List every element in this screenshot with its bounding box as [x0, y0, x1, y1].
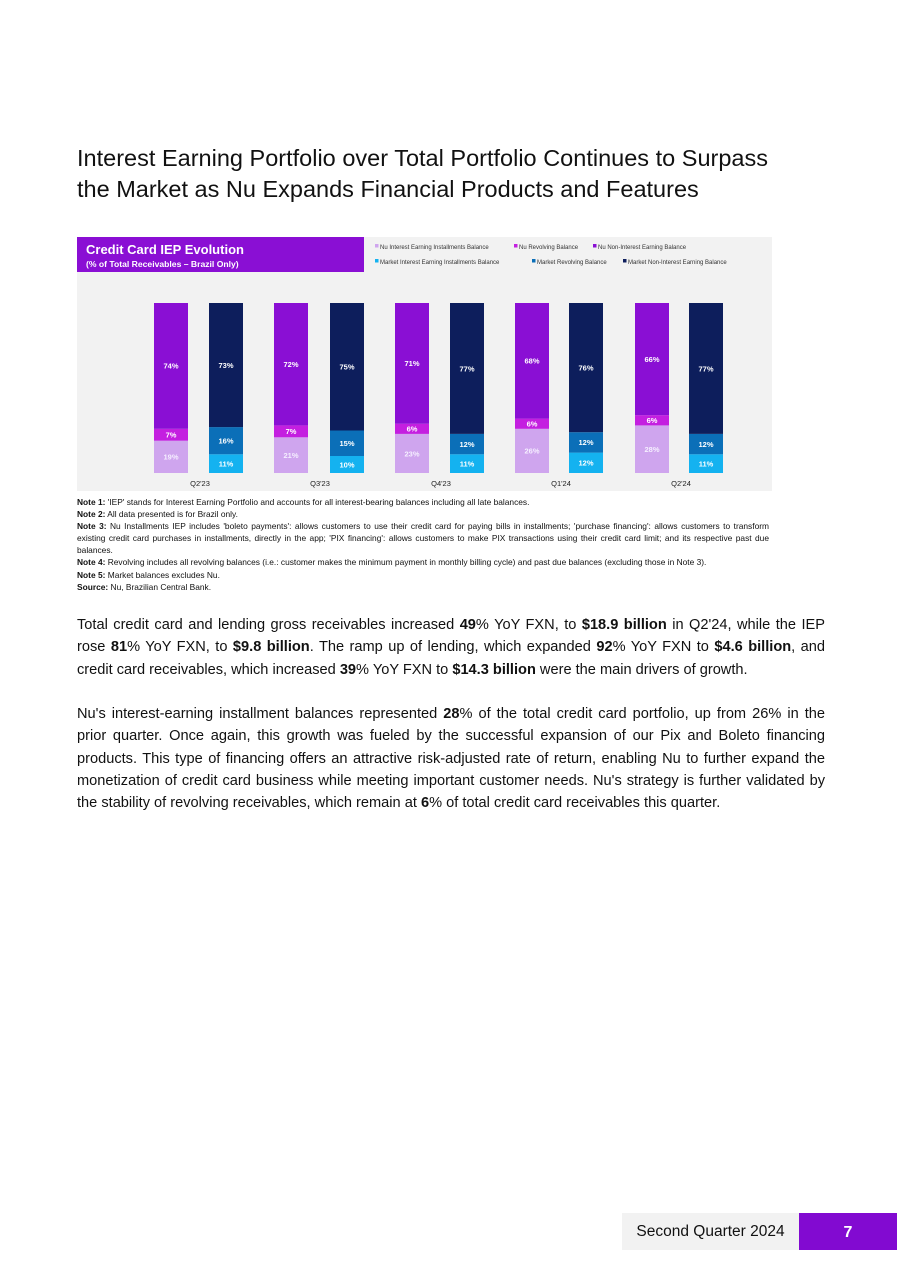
note-2: [77, 508, 769, 520]
note-6: [77, 581, 769, 593]
text-run: % YoY FXN to: [356, 661, 453, 678]
data-label: 6%: [526, 419, 538, 429]
data-label: 7%: [285, 427, 297, 437]
paragraph-2: [77, 703, 825, 814]
chart-subtitle: (% of Total Receivables – Brazil Only): [86, 259, 239, 269]
note-text: Market balances excludes Nu.: [105, 569, 220, 580]
note-label: Note 4:: [77, 557, 106, 568]
highlight-value: 6: [420, 795, 430, 812]
note-5: [77, 569, 769, 581]
data-label: 7%: [165, 430, 177, 440]
note-label: Note 2:: [77, 509, 106, 520]
legend-swatch: [375, 259, 379, 263]
x-tick-label: Q1'24: [551, 479, 571, 488]
data-label: 73%: [218, 360, 234, 370]
data-label: 12%: [578, 438, 594, 448]
note-label: Note 1:: [77, 497, 106, 507]
note-text: Revolving includes all revolving balances (i.e.: customer makes the minimum payment in monthly billing cycle) and past due balances (excluding those in Note 3).: [105, 557, 707, 568]
highlight-value: $4.6 billion: [714, 639, 792, 656]
data-label: 66%: [644, 354, 660, 364]
text-run: % of total credit card receivables this quarter.: [429, 795, 721, 812]
note-1: [77, 496, 769, 508]
data-label: 15%: [339, 439, 355, 449]
data-label: 77%: [459, 364, 475, 374]
note-text: 'IEP' stands for Interest Earning Portfolio and accounts for all interest-bearing balances including all late balances.: [105, 497, 530, 507]
note-3: [77, 520, 769, 556]
text-run: . The ramp up of lending, which expanded: [309, 639, 597, 656]
data-label: 75%: [339, 362, 355, 372]
legend-swatch: [514, 244, 518, 248]
note-label: Note 5:: [77, 569, 106, 580]
legend-swatch: [532, 259, 536, 263]
body-text: [77, 614, 825, 837]
highlight-value: $14.3 billion: [452, 661, 536, 678]
text-run: were the main drivers of growth.: [535, 661, 748, 678]
text-run: % YoY FXN to: [612, 639, 715, 656]
data-label: 77%: [698, 364, 714, 374]
note-text: All data presented is for Brazil only.: [105, 509, 238, 520]
legend-swatch: [623, 259, 627, 263]
paragraph-1: [77, 614, 825, 681]
legend-label: Market Non-Interest Earning Balance: [628, 260, 727, 266]
x-tick-label: Q4'23: [431, 479, 451, 488]
data-label: 72%: [283, 360, 299, 369]
chart-notes: [77, 496, 769, 593]
data-label: 21%: [283, 450, 299, 460]
text-run: , and credit card receivables, which increased: [77, 639, 826, 678]
data-label: 10%: [339, 460, 355, 470]
note-text: Nu Installments IEP includes 'boleto payments': allows customers to use their credit card for paying bills in installments; 'purchase financing': allows customers to transform existing credit card purchases in installments, directly in the app; 'PIX financing': allows customers to make PIX transactions using their credit card limit; and its respective past due balances.: [77, 521, 769, 556]
highlight-value: 49: [459, 617, 476, 633]
text-run: in Q2'24, while the IEP rose: [77, 617, 825, 656]
legend-label: Nu Revolving Balance: [519, 245, 579, 251]
note-label: Source:: [77, 581, 109, 592]
legend-label: Nu Non-Interest Earning Balance: [598, 245, 687, 251]
data-label: 28%: [644, 445, 660, 454]
data-label: 74%: [163, 361, 179, 371]
x-tick-label: Q2'24: [671, 479, 691, 488]
data-label: 26%: [524, 446, 540, 456]
section-heading: Interest Earning Portfolio over Total Portfolio Continues to Surpass the Market as Nu Expands Financial Products and Features: [77, 145, 768, 202]
data-label: 6%: [646, 416, 658, 426]
iep-evolution-chart: [77, 237, 772, 491]
highlight-value: 81: [110, 639, 128, 656]
data-label: 11%: [459, 459, 475, 469]
legend-label: Market Revolving Balance: [537, 260, 607, 266]
data-label: 23%: [404, 449, 420, 459]
highlight-value: $9.8 billion: [232, 639, 310, 656]
x-tick-label: Q3'23: [310, 479, 330, 488]
legend-swatch: [593, 244, 597, 248]
highlight-value: 92: [596, 639, 613, 656]
legend-label: Nu Interest Earning Installments Balance: [380, 245, 489, 251]
data-label: 12%: [698, 439, 714, 449]
x-tick-label: Q2'23: [190, 479, 210, 488]
data-label: 11%: [698, 459, 714, 469]
data-label: 16%: [218, 436, 234, 446]
chart-panel: [77, 237, 772, 491]
highlight-value: 28: [443, 706, 460, 723]
note-4: [77, 556, 769, 568]
text-run: Nu's interest-earning installment balances represented: [77, 706, 444, 723]
footer-report-label: Second Quarter 2024: [622, 1213, 799, 1250]
note-text: Nu, Brazilian Central Bank.: [108, 581, 212, 592]
text-run: % YoY FXN, to: [127, 639, 233, 656]
data-label: 12%: [459, 439, 475, 449]
text-run: Total credit card and lending gross receivables increased: [77, 617, 460, 633]
data-label: 11%: [218, 459, 234, 469]
data-label: 12%: [578, 458, 594, 468]
data-label: 76%: [578, 363, 594, 373]
page-number: 7: [799, 1213, 897, 1250]
data-label: 6%: [406, 424, 418, 434]
text-run: % YoY FXN, to: [475, 617, 582, 633]
chart-title: Credit Card IEP Evolution: [86, 242, 244, 257]
data-label: 19%: [163, 452, 179, 462]
legend-swatch: [375, 244, 379, 248]
data-label: 68%: [524, 356, 540, 366]
note-label: Note 3:: [77, 521, 107, 532]
highlight-value: $18.9 billion: [581, 617, 667, 633]
highlight-value: 39: [339, 661, 357, 678]
legend-label: Market Interest Earning Installments Balance: [380, 260, 500, 266]
data-label: 71%: [404, 359, 420, 369]
text-run: % of the total credit card portfolio, up from 26% in the prior quarter. Once again, this growth was fueled by the successful expansion of our Pix and Boleto financing products. This type of financing offers an attractive risk-adjusted rate of return, enabling Nu to further expand the monetization of credit card business while meeting important customer needs. Nu's strategy is further validated by the stability of revolving receivables, which remain at: [77, 706, 825, 812]
